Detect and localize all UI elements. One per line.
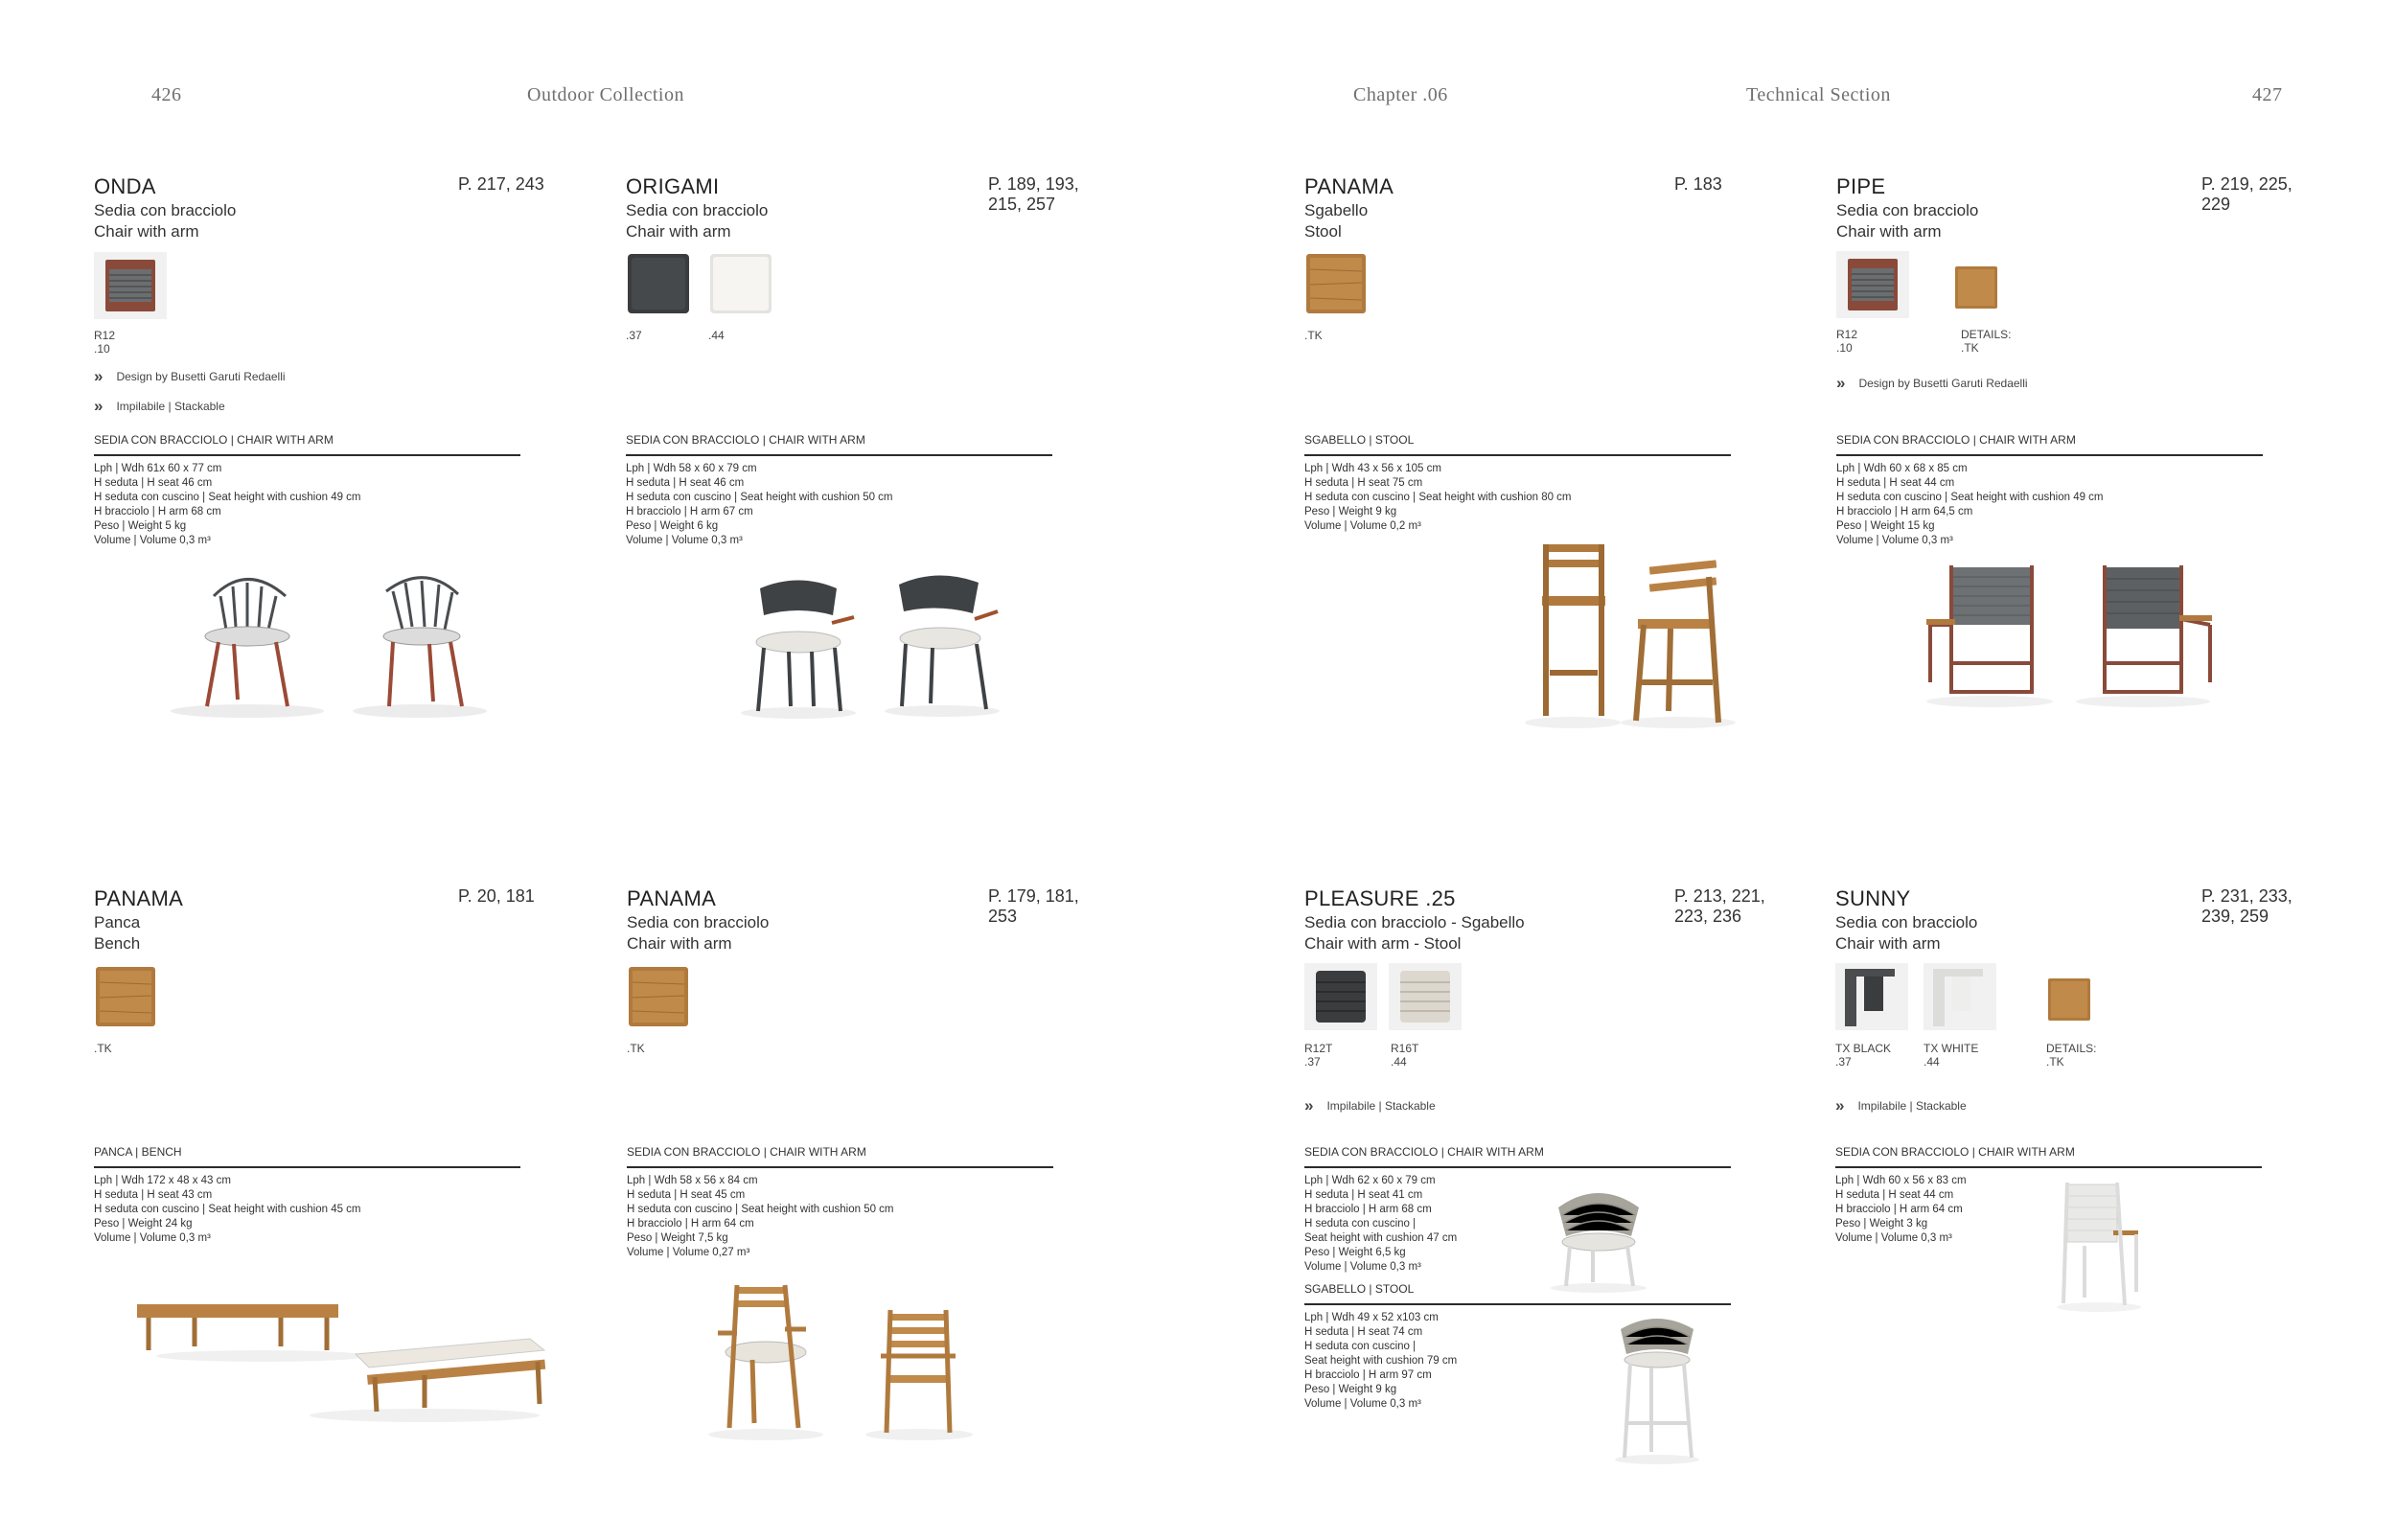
finish-swatch-rope-dark xyxy=(1304,963,1377,1030)
spec-list xyxy=(94,462,361,548)
spec-line: H seduta | H seat 46 cm xyxy=(94,477,213,489)
spec-line: H seduta | H seat 75 cm xyxy=(1304,477,1423,489)
spec-line: Peso | Weight 15 kg xyxy=(1836,520,1935,532)
section-divider xyxy=(1304,1166,1731,1168)
page-references: P. 231, 233, 239, 259 xyxy=(2201,886,2292,926)
spec-line: Volume | Volume 0,3 m³ xyxy=(94,535,211,546)
sunny-chair-illustration xyxy=(2046,1179,2152,1313)
spec-line: H bracciolo | H arm 67 cm xyxy=(626,506,753,517)
spec-line: Peso | Weight 3 kg xyxy=(1835,1218,1928,1230)
pipe-chair-illustration xyxy=(1923,558,2229,711)
spec-line: H seduta | H seat 45 cm xyxy=(627,1189,746,1201)
spec-line: Seat height with cushion 79 cm xyxy=(1304,1355,1458,1367)
product-subtitle-en: Chair with arm xyxy=(1836,222,1942,241)
spec-line: Volume | Volume 0,3 m³ xyxy=(1836,535,1953,546)
spec-line: H bracciolo | H arm 64 cm xyxy=(1835,1204,1963,1215)
page-references: P. 213, 221, 223, 236 xyxy=(1674,886,1765,926)
section-title: SEDIA CON BRACCIOLO | CHAIR WITH ARM xyxy=(627,1145,866,1159)
product-name: PANAMA xyxy=(94,886,184,910)
spec-line: H seduta | H seat 44 cm xyxy=(1835,1189,1954,1201)
product-subtitle-en: Chair with arm xyxy=(626,222,731,241)
finish-swatch-rope xyxy=(94,252,167,319)
section-divider xyxy=(94,454,520,456)
section-divider xyxy=(94,1166,520,1168)
spec-list xyxy=(1836,462,2104,548)
product-subtitle-en: Stool xyxy=(1304,222,1342,241)
spec-list xyxy=(1835,1174,1967,1246)
spec-line: H seduta con cuscino | Seat height with cushion 49 cm xyxy=(1836,492,2104,503)
finish-swatch-teak xyxy=(1953,264,1999,310)
page-references: P. 217, 243 xyxy=(458,174,544,194)
product-card-onda xyxy=(94,174,631,845)
spec-line: H seduta con cuscino | xyxy=(1304,1341,1417,1352)
product-subtitle-en: Chair with arm xyxy=(1835,934,1941,953)
finish-swatch-teak xyxy=(94,965,167,1032)
spec-list xyxy=(626,462,893,548)
swatch-code: TX BLACK .37 xyxy=(1835,1042,1892,1069)
spec-line: H bracciolo | H arm 68 cm xyxy=(1304,1204,1432,1215)
finish-swatch-dark xyxy=(626,252,699,319)
spec-line: H seduta con cuscino | Seat height with cushion 50 cm xyxy=(626,492,893,503)
product-subtitle-it: Sedia con bracciolo - Sgabello xyxy=(1304,913,1525,931)
page-references: P. 183 xyxy=(1674,174,1722,194)
spec-line: Volume | Volume 0,3 m³ xyxy=(1304,1398,1421,1410)
stackable-note xyxy=(1304,1095,1436,1115)
note-text: Design by Busetti Garuti Redaelli xyxy=(1858,377,2028,390)
spec-line: H seduta | H seat 74 cm xyxy=(1304,1326,1423,1338)
swatch-code: .37 xyxy=(626,329,642,342)
note-text: Impilabile | Stackable xyxy=(1326,1099,1436,1113)
right-running-title: Technical Section xyxy=(1746,84,1891,105)
spec-list xyxy=(627,1174,894,1260)
section-divider xyxy=(627,1166,1053,1168)
finish-swatch-teak xyxy=(627,965,700,1032)
spec-line: Lph | Wdh 58 x 56 x 84 cm xyxy=(627,1175,758,1186)
product-name: PLEASURE .25 xyxy=(1304,886,1456,910)
product-name: ORIGAMI xyxy=(626,174,720,198)
page-references: P. 219, 225, 229 xyxy=(2201,174,2292,214)
spec-line: H seduta con cuscino | Seat height with cushion 80 cm xyxy=(1304,492,1572,503)
swatch-code: DETAILS: .TK xyxy=(1961,328,2012,355)
onda-chair-illustration xyxy=(142,558,544,721)
pleasure-stool-illustration xyxy=(1601,1308,1716,1466)
spec-line: Lph | Wdh 58 x 60 x 79 cm xyxy=(626,463,757,474)
spec-list xyxy=(1304,462,1572,534)
section-divider xyxy=(1835,1166,2262,1168)
spec-line: Peso | Weight 24 kg xyxy=(94,1218,193,1230)
product-subtitle-en: Bench xyxy=(94,934,141,953)
section-title: SEDIA CON BRACCIOLO | CHAIR WITH ARM xyxy=(626,433,865,447)
spec-line: Lph | Wdh 60 x 68 x 85 cm xyxy=(1836,463,1968,474)
swatch-code: .TK xyxy=(94,1042,112,1055)
swatch-code: .44 xyxy=(708,329,725,342)
spec-line: H seduta con cuscino | xyxy=(1304,1218,1417,1230)
product-card-panama-stool xyxy=(1304,174,1841,845)
spec-line: Peso | Weight 6 kg xyxy=(626,520,719,532)
finish-swatch-teak xyxy=(1304,252,1377,319)
panama-bench-illustration xyxy=(137,1289,559,1433)
product-card-sunny xyxy=(1835,886,2372,1540)
spec-line: H seduta | H seat 44 cm xyxy=(1836,477,1955,489)
section-title-stool: SGABELLO | STOOL xyxy=(1304,1282,1415,1296)
product-card-pleasure-25 xyxy=(1304,886,1841,1540)
spec-line: Peso | Weight 9 kg xyxy=(1304,506,1397,517)
product-name: SUNNY xyxy=(1835,886,1911,910)
spec-line: Peso | Weight 6,5 kg xyxy=(1304,1247,1406,1258)
spec-line: H seduta | H seat 43 cm xyxy=(94,1189,213,1201)
section-divider xyxy=(1836,454,2263,456)
note-text: Impilabile | Stackable xyxy=(116,400,225,413)
spec-line: Volume | Volume 0,3 m³ xyxy=(626,535,743,546)
panama-stool-illustration xyxy=(1515,539,1745,730)
chapter-label: Chapter .06 xyxy=(1353,84,1448,105)
spec-line: H bracciolo | H arm 64 cm xyxy=(627,1218,754,1230)
spec-line: Peso | Weight 7,5 kg xyxy=(627,1232,728,1244)
product-subtitle-it: Sedia con bracciolo xyxy=(94,201,237,219)
product-subtitle-it: Sedia con bracciolo xyxy=(1835,913,1978,931)
spec-line: Lph | Wdh 49 x 52 x103 cm xyxy=(1304,1312,1439,1323)
product-card-panama-chair xyxy=(627,886,1163,1540)
section-title: SGABELLO | STOOL xyxy=(1304,433,1415,447)
stackable-note xyxy=(1835,1095,1967,1115)
swatch-code: R12T .37 xyxy=(1304,1042,1333,1069)
stackable-note xyxy=(94,396,225,415)
swatch-code: .TK xyxy=(627,1042,645,1055)
spec-line: Lph | Wdh 61x 60 x 77 cm xyxy=(94,463,222,474)
product-name: PANAMA xyxy=(627,886,717,910)
product-card-pipe xyxy=(1836,174,2373,845)
section-divider xyxy=(1304,454,1731,456)
product-subtitle-en: Chair with arm xyxy=(627,934,732,953)
spec-line: Seat height with cushion 47 cm xyxy=(1304,1232,1458,1244)
spec-line: Volume | Volume 0,27 m³ xyxy=(627,1247,750,1258)
spec-line: Lph | Wdh 62 x 60 x 79 cm xyxy=(1304,1175,1436,1186)
spec-line: Lph | Wdh 60 x 56 x 83 cm xyxy=(1835,1175,1967,1186)
spec-line: Peso | Weight 5 kg xyxy=(94,520,187,532)
finish-swatch-rope xyxy=(1836,251,1909,318)
product-subtitle-it: Sedia con bracciolo xyxy=(626,201,769,219)
right-page-number: 427 xyxy=(2252,84,2283,105)
product-card-origami xyxy=(626,174,1163,845)
product-name: PANAMA xyxy=(1304,174,1394,198)
spec-line: Volume | Volume 0,3 m³ xyxy=(94,1232,211,1244)
spec-line: Volume | Volume 0,3 m³ xyxy=(1304,1261,1421,1273)
spec-line: H bracciolo | H arm 97 cm xyxy=(1304,1369,1432,1381)
product-card-panama-bench xyxy=(94,886,631,1540)
product-subtitle-it: Sedia con bracciolo xyxy=(627,913,770,931)
chevron-right-icon: » xyxy=(1835,1096,1845,1115)
product-name: PIPE xyxy=(1836,174,1886,198)
spec-list-stool xyxy=(1304,1311,1457,1412)
spec-line: H bracciolo | H arm 68 cm xyxy=(94,506,221,517)
spec-list xyxy=(1304,1174,1457,1275)
spec-list xyxy=(94,1174,361,1246)
section-divider xyxy=(626,454,1052,456)
spec-line: H seduta con cuscino | Seat height with cushion 50 cm xyxy=(627,1204,894,1215)
note-text: Design by Busetti Garuti Redaelli xyxy=(116,370,286,383)
spec-line: Volume | Volume 0,2 m³ xyxy=(1304,520,1421,532)
swatch-code: TX WHITE .44 xyxy=(1924,1042,1979,1069)
design-note xyxy=(94,366,286,385)
section-title: SEDIA CON BRACCIOLO | CHAIR WITH ARM xyxy=(1836,433,2076,447)
section-title: SEDIA CON BRACCIOLO | CHAIR WITH ARM xyxy=(1835,1145,2075,1159)
design-note xyxy=(1836,373,2028,392)
finish-swatch-rope-light xyxy=(1389,963,1462,1030)
product-subtitle-en: Chair with arm - Stool xyxy=(1304,934,1462,953)
chevron-right-icon: » xyxy=(1836,374,1846,392)
finish-swatch-tx-black xyxy=(1835,963,1908,1030)
product-subtitle-it: Sgabello xyxy=(1304,201,1369,219)
swatch-code: R16T .44 xyxy=(1391,1042,1419,1069)
swatch-code: DETAILS: .TK xyxy=(2046,1042,2097,1069)
spec-line: H bracciolo | H arm 64,5 cm xyxy=(1836,506,1973,517)
spec-line: H seduta | H seat 41 cm xyxy=(1304,1189,1423,1201)
finish-swatch-white xyxy=(708,252,781,319)
origami-chair-illustration xyxy=(741,567,1028,721)
product-subtitle-en: Chair with arm xyxy=(94,222,199,241)
chevron-right-icon: » xyxy=(94,397,104,415)
spec-line: Volume | Volume 0,3 m³ xyxy=(1835,1232,1952,1244)
swatch-code: .TK xyxy=(1304,329,1323,342)
page-references: P. 179, 181, 253 xyxy=(988,886,1079,926)
section-title: SEDIA CON BRACCIOLO | CHAIR WITH ARM xyxy=(94,433,334,447)
spec-line: H seduta | H seat 46 cm xyxy=(626,477,745,489)
product-subtitle-it: Panca xyxy=(94,913,141,931)
note-text: Impilabile | Stackable xyxy=(1857,1099,1967,1113)
chevron-right-icon: » xyxy=(1304,1096,1314,1115)
product-name: ONDA xyxy=(94,174,156,198)
swatch-code: R12 .10 xyxy=(94,329,116,356)
spec-line: Lph | Wdh 172 x 48 x 43 cm xyxy=(94,1175,231,1186)
section-title: PANCA | BENCH xyxy=(94,1145,182,1159)
page-references: P. 189, 193, 215, 257 xyxy=(988,174,1079,214)
spec-line: H seduta con cuscino | Seat height with cushion 45 cm xyxy=(94,1204,361,1215)
section-divider xyxy=(1304,1303,1731,1305)
left-page-number: 426 xyxy=(151,84,182,105)
page-references: P. 20, 181 xyxy=(458,886,535,906)
spec-line: H seduta con cuscino | Seat height with cushion 49 cm xyxy=(94,492,361,503)
swatch-code: R12 .10 xyxy=(1836,328,1858,355)
product-subtitle-it: Sedia con bracciolo xyxy=(1836,201,1979,219)
spec-line: Peso | Weight 9 kg xyxy=(1304,1384,1397,1395)
spec-line: Lph | Wdh 43 x 56 x 105 cm xyxy=(1304,463,1441,474)
section-title: SEDIA CON BRACCIOLO | CHAIR WITH ARM xyxy=(1304,1145,1544,1159)
finish-swatch-tx-white xyxy=(1924,963,1996,1030)
chevron-right-icon: » xyxy=(94,367,104,385)
left-running-title: Outdoor Collection xyxy=(527,84,684,105)
panama-chair-illustration xyxy=(699,1279,986,1442)
finish-swatch-teak xyxy=(2046,977,2092,1023)
pleasure-chair-illustration xyxy=(1539,1179,1664,1294)
